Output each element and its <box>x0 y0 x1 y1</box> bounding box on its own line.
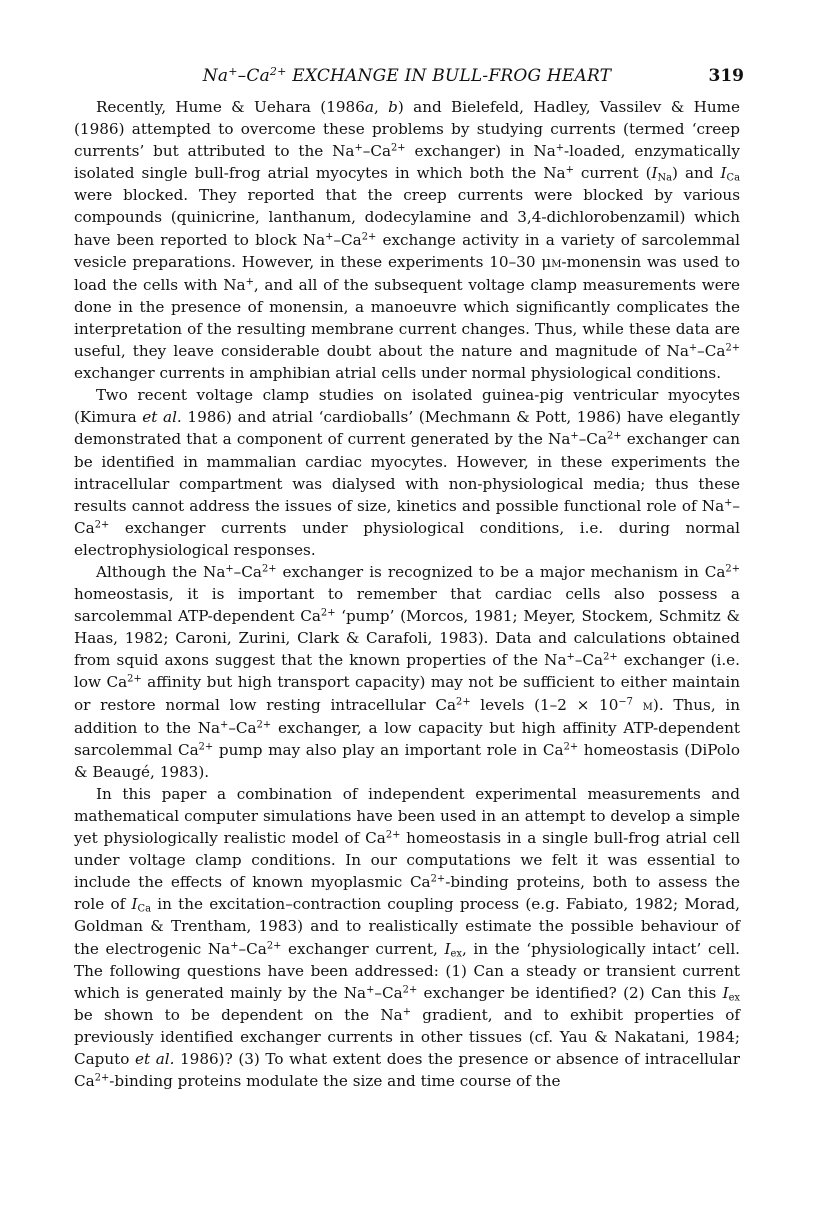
paragraph-4: In this paper a combination of independent experimental measurements and mathematical computer simulations have been used in an attempt to develop a simple yet physiologically realistic model of $Ca^{2+}$ homeostasis in a single bull-frog atrial cell under voltage clamp conditions. In our computations we felt it was essential to include the effects of known myoplasmic $Ca^{2+}$-binding proteins, both to assess the role of $I_{Ca}$ in the excitation–contraction coupling process (e.g. Fabiato, 1982; Morad, Goldman & Trentham, 1983) and to realistically estimate the possible behaviour of the electrogenic $Na^+-Ca^{2+}$ exchanger current, $I_{ex}$, in the ‘physiologically intact’ cell. The following questions have been addressed: (1) Can a steady or transient current which is generated mainly by the $Na^+-Ca^{2+}$ exchanger be identified? (2) Can this $I_{ex}$ be shown to be dependent on the Na+ gradient, and to exhibit properties of previously identified exchanger currents in other tissues (cf. Yau & Nakatani, 1984; Caputo et al. 1986)? (3) To what extent does the presence or absence of intracellular $Ca^{2+}$-binding proteins modulate the size and time course of the <box>74 784 741 1091</box>
paragraph-1: Recently, Hume & Uehara (1986a, b) and Bielefeld, Hadley, Vassilev & Hume (1986) attempted to overcome these problems by studying currents (termed ‘creep currents’ but attributed to the $Na^+-Ca^{2+}$ exchanger) in Na+-loaded, enzymatically isolated single bull-frog atrial myocytes in which both the Na+ current $(I_{Na})$ and $I_{Ca}$ were blocked. They reported that the creep currents were blocked by various compounds (quinicrine, lanthanum, dodecylamine and 3,4-dichlorobenzamil) which have been reported to block $Na^+-Ca^{2+}$ exchange activity in a variety of sarcolemmal vesicle preparations. However, in these experiments 10–30 μm-monensin was used to load the cells with Na+, and all of the subsequent voltage clamp measurements were done in the presence of monensin, a manoeuvre which significantly complicates the interpretation of the resulting membrane current changes. Thus, while these data are useful, they leave considerable doubt about the nature and magnitude of $Na^+-Ca^{2+}$ exchanger currents in amphibian atrial cells under normal physiological conditions. <box>74 98 740 383</box>
page-number: 319 <box>708 66 744 86</box>
paragraph-2: Two recent voltage clamp studies on isolated guinea-pig ventricular myocytes (Kimura et al. 1986) and atrial ‘cardioballs’ (Mechmann & Pott, 1986) have elegantly demonstrated that a component of current generated by the $Na^+-Ca^{2+}$ exchanger can be identified in mammalian cardiac myocytes. However, in these experiments the intracellular compartment was dialysed with non-physiological media; thus these results cannot address the issues of size, kinetics and possible functional role of $Na^+-Ca^{2+}$ exchanger currents under physiological conditions, i.e. during normal electrophysiological responses. <box>74 386 740 559</box>
article-body <box>74 96 740 1092</box>
running-title: $Na^+-Ca^{2+}$ EXCHANGE IN BULL-FROG HEART <box>202 64 612 86</box>
paragraph-3: Although the $Na^+-Ca^{2+}$ exchanger is recognized to be a major mechanism in $Ca^{2+}$ homeostasis, it is important to remember that cardiac cells also possess a sarcolemmal ATP-dependent $Ca^{2+}$ ‘pump’ (Morcos, 1981; Meyer, Stockem, Schmitz & Haas, 1982; Caroni, Zurini, Clark & Carafoli, 1983). Data and calculations obtained from squid axons suggest that the known properties of the $Na^+-Ca^{2+}$ exchanger (i.e. low $Ca^{2+}$ affinity but high transport capacity) may not be sufficient to either maintain or restore normal low resting intracellular $Ca^{2+}$ levels ($1-2 \times 10^{-7}$ m). Thus, in addition to the $Na^+-Ca^{2+}$ exchanger, a low capacity but high affinity ATP-dependent sarcolemmal $Ca^{2+}$ pump may also play an important role in $Ca^{2+}$ homeostasis (DiPolo & Beaugé, 1983). <box>74 562 740 781</box>
running-head <box>70 64 744 88</box>
